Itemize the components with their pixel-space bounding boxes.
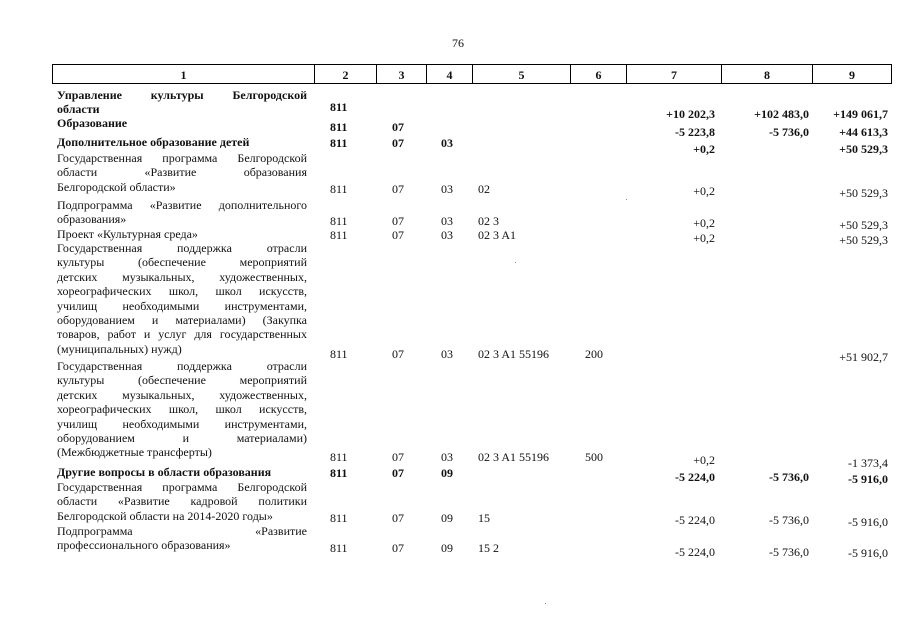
cell-section: 07 [392,347,404,361]
row-description [57,151,307,194]
cell-amount-col9: -1 373,4 [848,456,888,470]
description-line: товаров, работ и услуг для государственных [57,327,307,342]
cell-amount-col7: -5 224,0 [675,470,715,484]
description-line: Подпрограмма «Развитие дополнительного [57,198,307,212]
description-line: Подпрограмма «Развитие [57,524,307,538]
description-line: Белгородской области» [57,179,176,194]
description-line: Государственная поддержка отрасли [57,241,307,255]
description-line: оборудованием и материалами) (Закупка [57,313,307,328]
description-line: Проект «Культурная среда» [57,227,198,241]
cell-section: 07 [392,511,404,525]
cell-amount-col9: -5 916,0 [848,472,888,486]
row-description [57,241,307,356]
row-description [57,116,307,130]
cell-chapter: 811 [330,511,348,525]
description-line: образования» [57,212,127,227]
description-line: училищ необходимыми инструментами, [57,298,307,313]
description-line: области «Развитие образования [57,165,307,180]
description-line: профессионального образования» [57,538,231,553]
row-description [57,198,307,227]
cell-subsection: 09 [441,466,453,480]
row-description [57,524,307,553]
cell-target-article: 02 3 A1 55196 [478,347,550,361]
cell-amount-col9: +50 529,3 [839,233,888,247]
cell-chapter: 811 [330,182,348,196]
cell-amount-col8: -5 736,0 [769,470,809,484]
cell-amount-col7: +10 202,3 [666,107,715,121]
cell-section: 07 [392,228,404,242]
cell-target-article: 02 [478,182,490,196]
header-col-2: 2 [314,64,376,84]
description-line: детских музыкальных, художественных, [57,269,307,284]
cell-amount-col9: +50 529,3 [839,142,888,156]
cell-section: 07 [392,120,404,134]
cell-section: 07 [392,182,404,196]
cell-amount-col9: +50 529,3 [839,218,888,232]
description-line: (муниципальных) нужд) [57,341,182,356]
cell-section: 07 [392,450,404,464]
row-description [57,88,307,117]
description-line: культуры (обеспечение мероприятий [57,373,307,388]
cell-expense-type: 500 [585,450,603,464]
cell-subsection: 03 [441,450,453,464]
cell-amount-col7: +0,2 [693,216,715,230]
cell-amount-col7: -5 224,0 [675,545,715,559]
cell-section: 07 [392,214,404,228]
row-description [57,227,307,241]
description-line: училищ необходимыми инструментами, [57,416,307,431]
cell-amount-col7: +0,2 [693,142,715,156]
header-col-9: 9 [812,64,892,84]
description-line: (Межбюджетные трансферты) [57,445,212,460]
cell-amount-col7: -5 224,0 [675,513,715,527]
cell-subsection: 03 [441,347,453,361]
cell-chapter: 811 [330,450,348,464]
cell-amount-col9: +50 529,3 [839,186,888,200]
page-number: 76 [452,36,464,50]
description-line: области [57,102,100,117]
cell-amount-col7: -5 223,8 [675,125,715,139]
cell-amount-col9: -5 916,0 [848,515,888,529]
cell-section: 07 [392,541,404,555]
cell-chapter: 811 [330,120,348,134]
cell-section: 07 [392,136,404,150]
cell-chapter: 811 [330,541,348,555]
description-line: Управление культуры Белгородской [57,88,307,102]
description-line: хореографических школ, школ искусств, [57,284,307,299]
cell-amount-col7: +0,2 [693,184,715,198]
cell-chapter: 811 [330,347,348,361]
cell-subsection: 03 [441,214,453,228]
cell-target-article: 15 [478,511,490,525]
header-col-5: 5 [472,64,570,84]
header-col-8: 8 [721,64,812,84]
cell-target-article: 02 3 A1 [478,228,517,242]
cell-amount-col9: +149 061,7 [833,107,888,121]
description-line: области «Развитие кадровой политики [57,494,307,509]
header-col-6: 6 [570,64,626,84]
row-description [57,135,307,149]
header-col-3: 3 [376,64,426,84]
cell-amount-col7: +0,2 [693,231,715,245]
row-description [57,465,307,479]
description-line: Белгородской области на 2014-2020 годы» [57,508,273,523]
description-line: Образование [57,116,128,130]
description-line: хореографических школ, школ искусств, [57,402,307,417]
cell-amount-col9: +44 613,3 [839,125,888,139]
cell-target-article: 15 2 [478,541,499,555]
cell-subsection: 09 [441,511,453,525]
cell-subsection: 03 [441,182,453,196]
cell-amount-col8: -5 736,0 [769,513,809,527]
description-line: Государственная программа Белгородской [57,480,307,494]
row-description [57,359,307,460]
description-line: оборудованием и материалами) [57,431,307,446]
header-col-7: 7 [626,64,721,84]
cell-subsection: 03 [441,136,453,150]
cell-chapter: 811 [330,136,348,150]
cell-target-article: 02 3 A1 55196 [478,450,550,464]
cell-target-article: 02 3 [478,214,499,228]
cell-chapter: 811 [330,214,348,228]
description-line: культуры (обеспечение мероприятий [57,255,307,270]
description-line: Другие вопросы в области образования [57,465,272,479]
cell-amount-col7: +0,2 [693,453,715,467]
cell-chapter: 811 [330,228,348,242]
cell-amount-col8: -5 736,0 [769,125,809,139]
cell-section: 07 [392,466,404,480]
header-col-4: 4 [426,64,472,84]
description-line: Дополнительное образование детей [57,135,250,149]
cell-expense-type: 200 [585,347,603,361]
cell-amount-col8: +102 483,0 [754,107,809,121]
description-line: детских музыкальных, художественных, [57,387,307,402]
row-description [57,480,307,523]
description-line: Государственная поддержка отрасли [57,359,307,373]
cell-chapter: 811 [330,466,348,480]
header-col-1: 1 [52,64,314,84]
cell-chapter: 811 [330,100,348,114]
cell-subsection: 09 [441,541,453,555]
cell-subsection: 03 [441,228,453,242]
description-line: Государственная программа Белгородской [57,151,307,165]
cell-amount-col9: -5 916,0 [848,546,888,560]
cell-amount-col8: -5 736,0 [769,545,809,559]
cell-amount-col9: +51 902,7 [839,350,888,364]
